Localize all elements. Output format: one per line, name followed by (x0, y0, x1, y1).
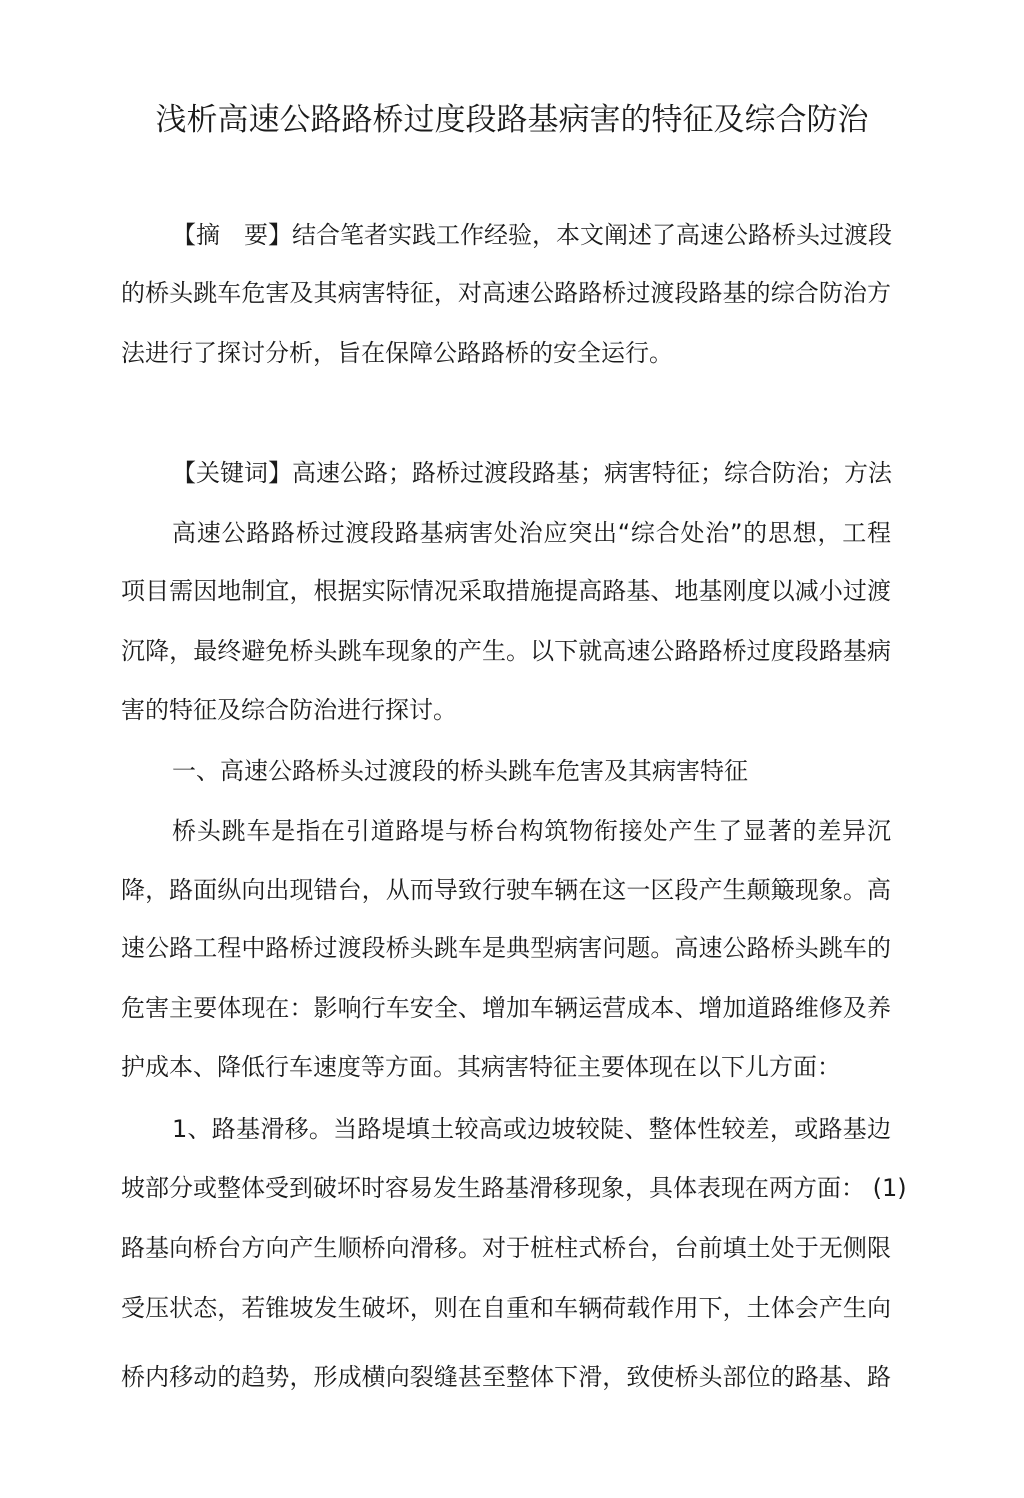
intro-line-1: 高速公路路桥过渡段路基病害处治应突出“综合处治”的思想，工程 (172, 519, 891, 547)
section-para-line-2: 降，路面纵向出现错台，从而导致行驶车辆在这一区段产生颠簸现象。高 (121, 876, 891, 904)
section-heading: 一、高速公路桥头过渡段的桥头跳车危害及其病害特征 (172, 757, 748, 785)
intro-line-2: 项目需因地制宜，根据实际情况采取措施提高路基、地基刚度以减小过渡 (121, 577, 891, 605)
abstract-line-3: 法进行了探讨分析，旨在保障公路路桥的安全运行。 (121, 339, 673, 367)
item1-line-3: 路基向桥台方向产生顺桥向滑移。对于桩柱式桥台，台前填土处于无侧限 (121, 1234, 891, 1262)
item1-line-4: 受压状态，若锥坡发生破坏，则在自重和车辆荷载作用下，土体会产生向 (121, 1294, 891, 1322)
section-para-line-1: 桥头跳车是指在引道路堤与桥台构筑物衔接处产生了显著的差异沉 (172, 817, 891, 845)
section-para-line-5: 护成本、降低行车速度等方面。其病害特征主要体现在以下儿方面： (121, 1053, 841, 1081)
item1-line-5: 桥内移动的趋势，形成横向裂缝甚至整体下滑，致使桥头部位的路基、路 (121, 1363, 891, 1391)
section-para-line-3: 速公路工程中路桥过渡段桥头跳车是典型病害问题。高速公路桥头跳车的 (121, 934, 891, 962)
intro-line-3: 沉降，最终避免桥头跳车现象的产生。以下就高速公路路桥过度段路基病 (121, 637, 891, 665)
intro-line-4: 害的特征及综合防治进行探讨。 (121, 696, 457, 724)
section-para-line-4: 危害主要体现在：影响行车安全、增加车辆运营成本、增加道路维修及养 (121, 994, 891, 1022)
abstract-line-2: 的桥头跳车危害及其病害特征，对高速公路路桥过渡段路基的综合防治方 (121, 279, 891, 307)
item1-line-2: 坡部分或整体受到破坏时容易发生路基滑移现象，具体表现在两方面： (1) (121, 1174, 907, 1202)
item1-line-1: 1、路基滑移。当路堤填土较高或边坡较陡、整体性较差，或路基边 (172, 1115, 891, 1143)
abstract-line-1: 【摘 要】结合笔者实践工作经验，本文阐述了高速公路桥头过渡段 (172, 221, 892, 249)
keywords-line: 【关键词】高速公路；路桥过渡段路基；病害特征；综合防治；方法 (172, 459, 892, 487)
page-title: 浅析高速公路路桥过度段路基病害的特征及综合防治 (155, 102, 869, 138)
